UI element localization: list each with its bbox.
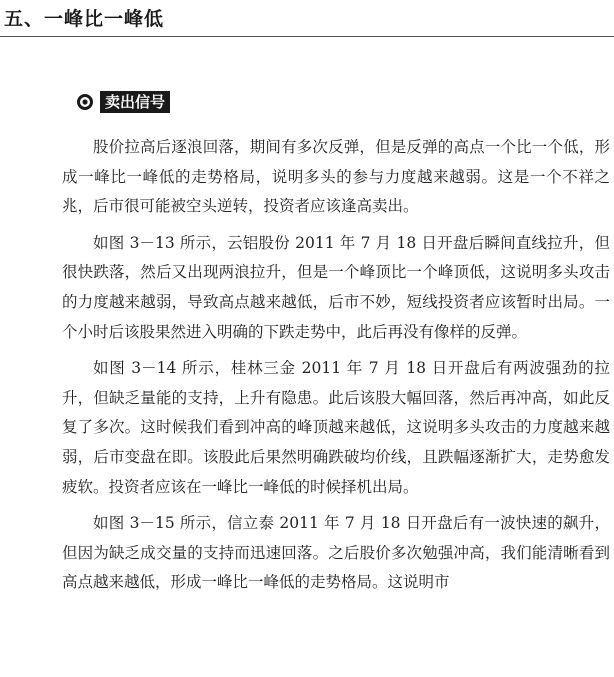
paragraph: 如图 3－13 所示，云铝股份 2011 年 7 月 18 日开盘后瞬间直线拉升，但很快跌落，然后又出现两浪拉升，但是一个峰顶比一个峰顶低，这说明多头攻击的力度越来越弱，导致高点越来越低，后市不妙，短线投资者应该暂时出局。一个小时后该股果然进入明确的下跌走势中，此后再没有像样的反弹。 <box>62 233 610 341</box>
paragraph: 如图 3－14 所示，桂林三金 2011 年 7 月 18 日开盘后有两波强劲的拉升，但缺乏量能的支持，上升有隐患。此后该股大幅回落，然后再冲高，如此反复了多次。这时候我们看到冲高的峰顶越来越低，这说明多头攻击的力度越来越弱，后市变盘在即。该股此后果然明确跌破均价线，且跌幅逐渐扩大，走势愈发疲软。投资者应该在一峰比一峰低的时候择机出局。 <box>62 359 610 496</box>
body-text <box>62 133 610 605</box>
title-divider <box>0 36 614 37</box>
paragraph: 股价拉高后逐浪回落，期间有多次反弹，但是反弹的高点一个比一个低，形成一峰比一峰低的走势格局，说明多头的参与力度越来越弱。这是一个不祥之兆，后市很可能被空头逆转，投资者应该逢高卖出。 <box>62 138 610 216</box>
paragraph: 如图 3－15 所示，信立泰 2011 年 7 月 18 日开盘后有一波快速的飙升，但因为缺乏成交量的支持而迅速回落。之后股价多次勉强冲高，我们能清晰看到高点越来越低，形成一峰比一峰低的走势格局。这说明市 <box>62 514 610 592</box>
sell-signal-label: 卖出信号 <box>100 91 170 113</box>
sell-signal-badge <box>76 91 170 113</box>
target-icon <box>76 93 94 111</box>
section-title: 五、一峰比一峰低 <box>4 8 165 30</box>
